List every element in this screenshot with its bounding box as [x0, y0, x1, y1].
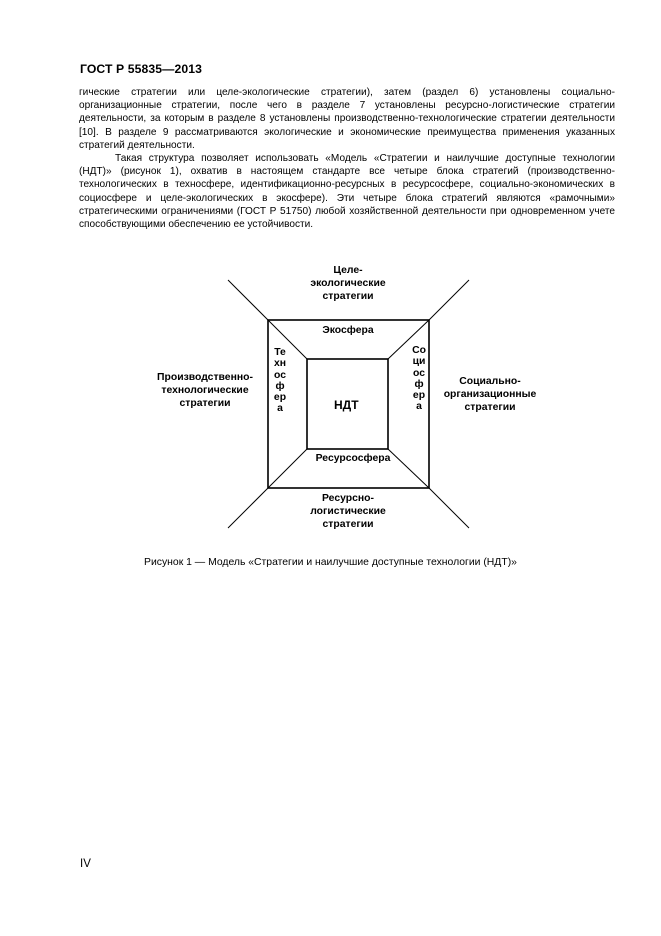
right-strategy-label: Социально- организационные стратегии: [443, 376, 537, 413]
page-number: IV: [80, 858, 91, 870]
ray-bottom-right: [429, 488, 469, 528]
ray-top-right: [429, 280, 469, 320]
techno-sphere-label: Техносфера: [273, 347, 287, 415]
eco-sphere-label: Экосфера: [322, 325, 374, 336]
resource-sphere-label: Ресурсосфера: [315, 453, 391, 464]
document-header: ГОСТ Р 55835—2013: [80, 62, 202, 76]
connector-bottom-left: [268, 449, 307, 488]
bottom-strategy-label: Ресурсно- логистические стратегии: [310, 493, 386, 530]
socio-sphere-label: Социосфера: [412, 345, 426, 413]
figure-caption: Рисунок 1 — Модель «Стратегии и наилучшие доступные технологии (НДТ)»: [144, 557, 517, 568]
ray-top-left: [228, 280, 268, 320]
left-strategy-label: Производственно- технологические стратегии: [157, 372, 253, 409]
top-strategy-label: Целе- экологические стратегии: [310, 265, 386, 302]
paragraph-1: гические стратегии или целе-экологические стратегии), затем (раздел 6) установлены социально-организационные стратегии, после чего в разделе 7 установлены ресурсно-логистические стратегии деятельности, за которым в разделе 8 установлены производственно-технологические стратегии деятельности [10]. В разделе 9 рассматриваются экологические и экономические преимущества применения указанных стратегий деятельности.: [79, 87, 615, 151]
ray-bottom-left: [228, 488, 268, 528]
ndt-center-label: НДТ: [334, 398, 359, 412]
paragraph-2: Такая структура позволяет использовать «Модель «Стратегии и наилучшие доступные технологии (НДТ)» (рисунок 1), охватив в настоящем стандарте все четыре блока стратегий (производственно-технологических в техносфере, идентификационно-ресурсных в ресурсосфере, социально-экономических в социосфере и целе-экологических в экосфере). Эти четыре блока стратегий являются «рамочными» стратегическими ограничениями (ГОСТ Р 51750) любой хозяйственной деятельности при одновременном учете способствующими обеспечению ее устойчивости.: [79, 153, 615, 231]
